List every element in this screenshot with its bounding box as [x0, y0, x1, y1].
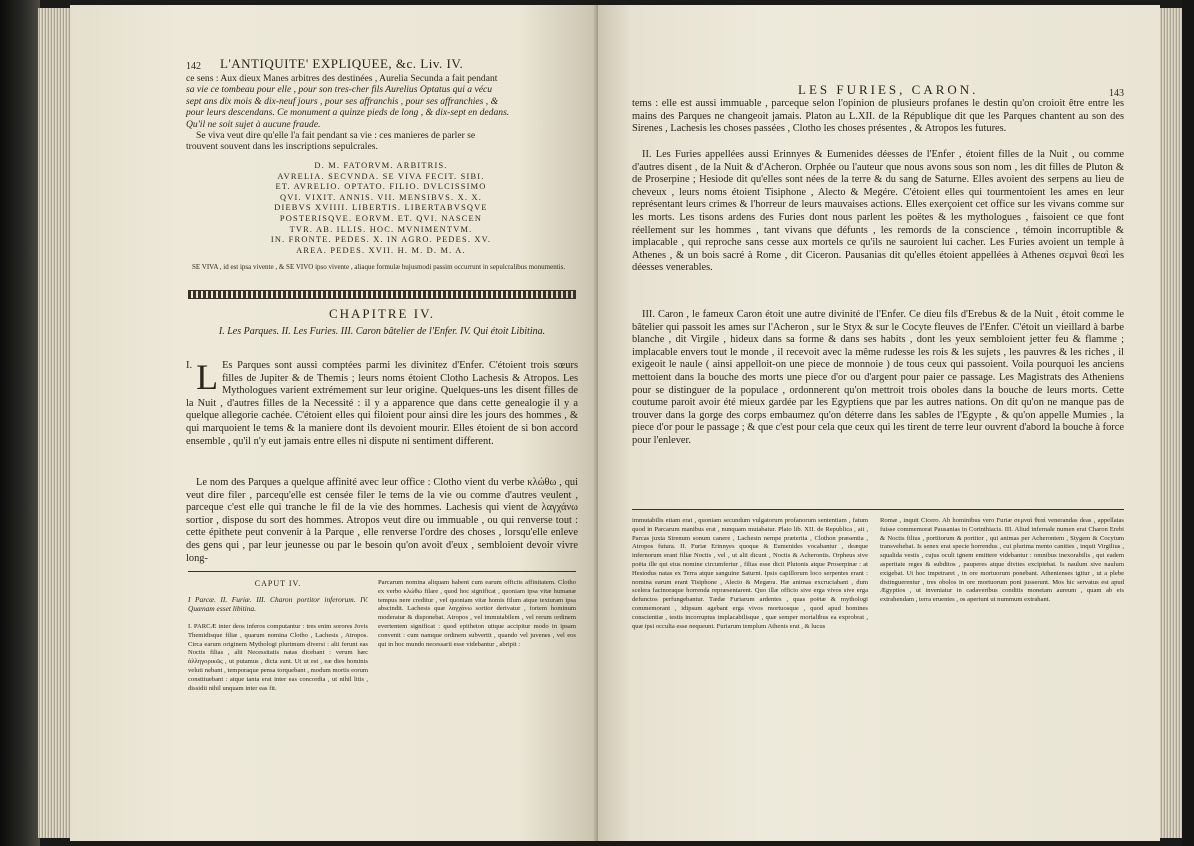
- intro-line: Qu'il ne soit sujet à aucune fraude.: [186, 118, 321, 130]
- inscription: [190, 161, 572, 256]
- latin-summary: I Parcæ. II. Furiæ. III. Charon portitor inferorum. IV. Quænam esset libitina.: [188, 595, 368, 614]
- left-intro: [186, 73, 578, 153]
- right-footnote-rule: [632, 509, 1124, 510]
- inscription-line: AREA. PEDES. XVII. H. M. D. M. A.: [296, 245, 466, 255]
- left-page-number: 142: [186, 61, 201, 72]
- chapter-ornament: [188, 290, 576, 299]
- intro-line: sa vie ce tombeau pour elle , pour son tres-cher fils Aurelius Optatus qui a vécu: [186, 84, 493, 96]
- inscription-line: TVR. AB. ILLIS. HOC. MVNIMENTVM.: [289, 224, 473, 234]
- right-latin-column-1: immutabilis etiam erat , quoniam secundum vulgatorum profanorum sententiam , fatum quod in Parcarum manibus erat , nunquam mutabatur. Plato lib. XII. de Republica , ait , Parcas juxta Sirenum sonum canere , Lachesin nempe præterita , Clothon præsentia , Atropos futura. II. Furiæ Erinnyes quoque & Eumenides vocabantur , deæque infernorum erant filiæ Noctis , vel , ut alii dicunt , Noctis & Acherontis. Orpheus sive poëta ille qui eius nomine circumfertur , filias esse dicit Plutonis atque Proserpinæ : at Hesiodus natas ex Terra atque sanguine Saturni. Ipsis capillorum loco serpentes erant : nomina earum erant Tisiphone , Alecto & Megæra. Hæ animas excruciabant , dum scelera facinoraque horrenda repræsentarent. Quo illæ officio sive erga vivos sive erga defunctos perfungebantur. Tædæ Furiarum ardentes , quas poëtæ & mythologi commemorant , idipsum agebant erga vivos mortuosque , quod apud homines conscientiæ , testis incorruptus implacabilisque , quæ semper mortalibus ea exprobrat , quæ ipsi occulta esse nequeunt. Furiarum templum Athenis erat , & lucus: [632, 517, 868, 630]
- intro-line: trouvent souvent dans les inscriptions sepulcrales.: [186, 141, 378, 153]
- right-running-head: LES FURIES, CARON.: [798, 82, 979, 97]
- latin-heading: CAPUT IV.: [254, 579, 302, 588]
- para-number: I.: [186, 360, 193, 371]
- inscription-line: IN. FRONTE. PEDES. X. IN AGRO. PEDES. XV.: [270, 235, 492, 245]
- intro-line: ce sens : Aux dieux Manes arbitres des destinées , Aurelia Secunda a fait pendant: [186, 73, 498, 84]
- right-latin-column-2: Romæ , inquit Cicero. Ab hominibus vero Furiæ σεμναὶ θεαὶ venerandas deas , appellatas fuisse commemorat Pausanias in Corinthiacis. III. Aliud infernale numen erat Charon Erebi & Noctis filius , portitorum & portitor , qui animas per Acherontem , Stygem & Cocytum transvehebat. Is senex erat specie horrendus , cui plurima mento canities , inquit Virgilius , squalida vestis , cujus oculi ignem emittere videbantur : omnibus inexorabilis , qui eadem asperitate reges & subditos , pauperes atque divites excipiebat. Is naulum sive naulum exigebat. Ut hoc impetraret , in ore mortuorum ponebant. Athenienses igitur , ut a plebe distinguerentur , tres obolos in ore mortuorum poni jusserunt. Mos hic servatus est apud Ægyptios , ut inveniatur in cadaveribus conditis monetam aureum , quam ab eis extrahendam , terra eruentes , os aperiunt ut nummum extrahant.: [880, 517, 1124, 604]
- left-paragraph-2: Le nom des Parques a quelque affinité avec leur office : Clotho vient du verbe κλώθω , qui veut dire filer , parcequ'elle est censée filer le tems de la vie ou comme d'autres veulent , parceque c'est elle qui tranche le fil de la vie des hommes. Lachesis qui vient de λαγχάνω sortior , dispose du sort des hommes. Atropos veut dire ou immuable , ou qui renverse tout : cette épithete peut convenir à la Parque , elle renverse l'ordre des choses , lorsqu'elle enleve des gens qui , par leur jeunesse ou par le besoin qu'on avoit d'eux , sembloient devoir vivre long-: [186, 477, 578, 564]
- intro-line: pour leurs descendans. Ce monument a quinze pieds de long , & dix-sept en dedans.: [186, 107, 510, 119]
- inscription-line: AVRELIA. SECVNDA. SE VIVA FECIT. SIBI.: [277, 171, 485, 181]
- left-running-head: L'ANTIQUITE' EXPLIQUEE, &c. Liv. IV.: [220, 56, 464, 71]
- left-book-edge: [0, 0, 40, 846]
- right-page: [598, 5, 1160, 841]
- inscription-note: SE VIVA , id est ipsa vivente , & SE VIVO ipso vivente , aliaque formulæ hujusmodi passim occurrunt in sepulcralibus monumentis.: [192, 263, 566, 271]
- right-paragraph-3: III. Caron , le fameux Caron étoit une autre divinité de l'Enfer. Ce dieu fils d'Erebus & de la Nuit , étoit comme le bâtelier qui passoit les ames sur l'Acheron , sur le Styx & sur le Cocyte fleuves de l'Enfer. C'étoit un vieillard à barbe blanche , dit Virgile , hideux dans sa forme & dans ses habits , dont les yeux sembloient jetter feu & flamme ; implacable envers tout le monde , il recevoit avec la même rudesse les rois & les sujets , les pauvres & les riches , il exigeoit le naule ( ainsi appelloit-on une piece de monnoie ) de tous ceux qui passoient. Voila pourquoi les anciens mettoient dans la bouche des morts une piece d'or ou d'argent pour paier ce passage. Les Magistrats des Atheniens pour se distinguer de la populace , ordonnerent qu'on mettroit trois oboles dans la bouche de leurs morts. Cette coutume paroit avoir été mieux gardée par les Egyptiens que par les autres nations. On dit qu'on ne manque pas de trouver dans la gorge des corps embaumez qu'on déterre dans les sables de l'Egypte , & qu'on appelle Mumies , la piece d'or pour le passage ; & que c'est pour cela que ceux qui les tirent de terre leur ouvrent d'abord la bouche à force pour l'enlever.: [632, 309, 1124, 446]
- inscription-line: ET. AVRELIO. OPTATO. FILIO. DVLCISSIMO: [275, 182, 487, 192]
- inscription-line: DIEBVS XVIIII. LIBERTIS. LIBERTABVSQVE: [274, 203, 488, 213]
- left-paragraph-1: [186, 357, 578, 448]
- left-page-edges: [38, 8, 72, 838]
- latin-column-1: I. PARCÆ inter deos inferos computantur : tres enim sorores Jovis Themidisque filiæ , quarum nomina Clotho , Lachesis , Atropos. Circa earum originem Mythologi plurimum diversi : alii ferunt eas Noctis filias , alii Necessitatis natas dicebant : verum hæc ἀλληγορικῶς , ut putamus , dicta sunt. Ut ut est , eæ dies hominis veluti nebant , temporaque pensa torquebant , modum mortis eorum constituebant : atque tanta erat inter eas concordia , ut nihil litis , dissidii nihil unquam inter eas fit.: [188, 623, 368, 692]
- footnote-rule: [188, 571, 576, 572]
- right-page-edges: [1160, 8, 1182, 838]
- right-paragraph-2: II. Les Furies appellées aussi Erinnyes & Eumenides déesses de l'Enfer , étoient filles de la Nuit , ou comme d'autres disent , de la Nuit & d'Acheron. Orphée ou l'auteur que nous avons sous son nom , les dit filles de Pluton & de Proserpine ; Hesiode dit qu'elles sont nées de la terre & du sang de Saturne. Elles avoient des serpens au lieu de cheveux , leurs noms étoient Tisiphone , Alecto & Megére. C'étoient elles qui tourmentoient les ames en leur représentant leurs crimes & l'horreur de leurs mauvaises actions. Elles exerçoient cet office sur les vivans comme sur les morts. Les tisons ardens des Furies dont nous parlent les poëtes & les mythologues , faisoient ce que font réellement sur les hommes , tant vivans que défunts , les remords de la conscience , témoin incorruptible & implacable , qui reproche sans cesse aux mortels ce qu'ils ne sauroient lui cacher. Les Furies avoient un temple à Athenes , & un bois sacré à Rome , dit Ciceron. Pausanias dit qu'elles étoient appellées à Athenes σεμναὶ θεαὶ les déesses venerables.: [632, 149, 1124, 274]
- right-paragraph-1: tems : elle est aussi immuable , parceque selon l'opinion de plusieurs profanes le destin qu'on croioit être entre les mains des Parques ne changeoit jamais. Platon au L.XII. de la République dit que les Parques chantent au son des Sirenes , Lachesis les choses passées , Clotho les choses présentes , & Atropos les futures.: [632, 98, 1124, 135]
- chapter-title: CHAPITRE IV.: [328, 306, 436, 321]
- right-page-number: 143: [1109, 88, 1124, 99]
- chapter-summary: I. Les Parques. II. Les Furies. III. Caron bâtelier de l'Enfer. IV. Qui étoit Libitina.: [218, 326, 546, 337]
- paragraph-text: Es Parques sont aussi comptées parmi les divinitez d'Enfer. C'étoient trois sœurs filles de Jupiter & de Themis ; leurs noms étoient Clotho Lachesis & Atropos. Les Mythologues varient extrémement sur leur origine. Quelques-uns les disent filles de la Nuit , d'autres filles de la Necessité : il y a apparence que dans cette genealogie il y a quelque allegorie cachée. C'étoient elles qui filoient pour ainsi dire les jours des hommes , & qui marquoient le tems & la maniere dont ils devoient mourir. Elles étoient de si bon accord ensemble , qu'il n'y eut jamais entre elles ni dispute ni sentiment different.: [186, 360, 578, 447]
- right-book-edge: [1182, 0, 1194, 846]
- inscription-line: D. M. FATORVM. ARBITRIS.: [314, 161, 448, 170]
- latin-column-2: Parcarum nomina aliquam habent cum earum officiis affinitatem. Clotho ex verbo κλώθω filare , quod hoc significat , quoniam ipsa vitæ humanæ tempus nere creditur , vel quoniam vitæ homis filum atque texturam ipsa abscindit. Lachesis quæ λαγχάνω sortior derivatur , fortem hominum moderatur & disponebat. Atropos , vel immutabilem , vel rerum ordinem evertentem significat : quod epitheton utique accipitur modo in ipsam convenit : cum namque ordinem subvertit , quando vel juvenes , vel eos qui in hoc mundo necessarii esse videbantur , abripit :: [378, 579, 576, 648]
- drop-cap: L: [196, 357, 219, 397]
- left-page: [70, 5, 598, 841]
- intro-line: Se viva veut dire qu'elle l'a fait pendant sa vie : ces manieres de parler se: [196, 130, 476, 142]
- inscription-line: POSTERISQVE. EORVM. ET. QVI. NASCEN: [279, 213, 483, 223]
- inscription-line: QVI. VIXIT. ANNIS. VII. MENSIBVS. X. X.: [280, 192, 482, 202]
- intro-line: sept ans dix mois & dix-neuf jours , pour ses affranchis , pour ses affranchies , &: [186, 95, 499, 107]
